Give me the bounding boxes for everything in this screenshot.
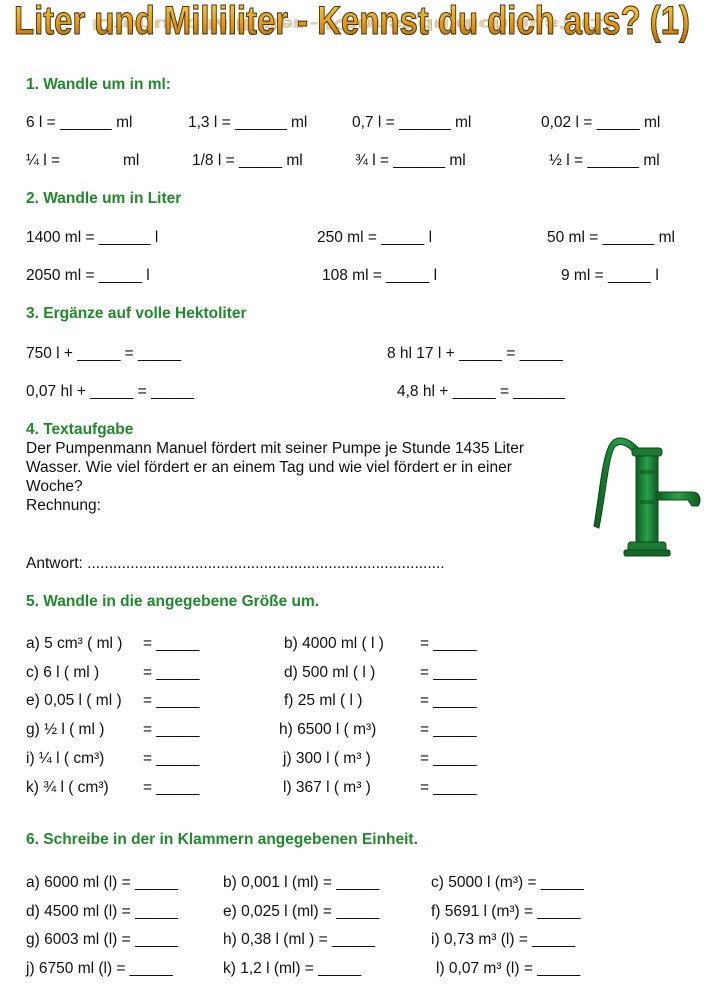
exercise-answer-blank: = _____ [143, 635, 200, 652]
exercise-item: 1,3 l = ______ ml [188, 114, 308, 131]
task-text-line: Der Pumpenmann Manuel fördert mit seiner Pumpe je Stunde 1435 Liter [26, 440, 524, 457]
exercise-item: l) 0,07 m³ (l) = _____ [436, 960, 581, 977]
exercise-question: e) 0,05 l ( ml ) [26, 692, 122, 709]
section-6-heading: 6. Schreibe in der in Klammern angegebenen Einheit. [26, 831, 418, 848]
antwort-line: Antwort: ................................................................................... [26, 555, 445, 572]
exercise-question: d) 500 ml ( l ) [284, 664, 376, 681]
page-title [0, 0, 704, 62]
exercise-item: 108 ml = _____ l [322, 267, 438, 284]
exercise-item: 0,7 l = ______ ml [352, 114, 472, 131]
exercise-answer-blank: = _____ [420, 692, 477, 709]
exercise-question: c) 6 l ( ml ) [26, 664, 100, 681]
exercise-item: 750 l + _____ = _____ [26, 345, 182, 362]
exercise-item: a) 6000 ml (l) = _____ [26, 874, 179, 891]
section-2-heading: 2. Wandle um in Liter [26, 190, 182, 207]
exercise-item: j) 6750 ml (l) = _____ [26, 960, 173, 977]
exercise-answer-blank: = _____ [143, 721, 200, 738]
section-5-heading: 5. Wandle in die angegebene Größe um. [26, 593, 320, 610]
exercise-item: 1400 ml = ______ l [26, 229, 159, 246]
exercise-item: 0,02 l = _____ ml [541, 114, 661, 131]
exercise-item: e) 0,025 l (ml) = _____ [223, 903, 380, 920]
task-text-line: Woche? [26, 478, 83, 495]
exercise-item: 2050 ml = _____ l [26, 267, 150, 284]
exercise-question: h) 6500 l ( m³) [279, 721, 377, 738]
exercise-item: ½ l = ______ ml [549, 152, 660, 169]
exercise-item: 50 ml = ______ ml [547, 229, 675, 246]
exercise-answer-blank: = _____ [143, 664, 200, 681]
exercise-unit: ml [123, 152, 140, 169]
exercise-item: h) 0,38 l (ml ) = _____ [223, 931, 376, 948]
exercise-item: c) 5000 l (m³) = _____ [431, 874, 584, 891]
exercise-item: f) 5691 l (m³) = _____ [431, 903, 581, 920]
title-reflection: Liter und Milliliter - Kennst du dich aus? (1) [91, 16, 612, 33]
exercise-item: 6 l = ______ ml [26, 114, 133, 131]
exercise-answer-blank: = _____ [143, 779, 200, 796]
exercise-answer-blank: = _____ [420, 750, 477, 767]
section-4-heading: 4. Textaufgabe [26, 421, 134, 438]
task-text-line: Wasser. Wie viel fördert er an einem Tag und wie viel fördert er in einer [26, 459, 512, 476]
exercise-item: 1/8 l = _____ ml [192, 152, 303, 169]
rechnung-label: Rechnung: [26, 497, 101, 514]
water-pump-illustration [588, 430, 704, 560]
exercise-item: 8 hl 17 l + _____ = _____ [387, 345, 563, 362]
exercise-question: k) ¾ l ( cm³) [26, 779, 109, 796]
title-text: Liter und Milliliter - Kennst du dich aus? (1) [14, 0, 690, 43]
exercise-item: 250 ml = _____ l [317, 229, 433, 246]
section-3-heading: 3. Ergänze auf volle Hektoliter [26, 305, 247, 322]
exercise-answer-blank: = _____ [420, 664, 477, 681]
exercise-question: l) 367 l ( m³ ) [283, 779, 371, 796]
exercise-item: ¼ l = [26, 152, 61, 169]
exercise-question: g) ½ l ( ml ) [26, 721, 105, 738]
exercise-item: ¾ l = ______ ml [355, 152, 466, 169]
exercise-answer-blank: = _____ [143, 692, 200, 709]
exercise-question: j) 300 l ( m³ ) [283, 750, 371, 767]
exercise-question: b) 4000 ml ( l ) [284, 635, 384, 652]
exercise-item: i) 0,73 m³ (l) = _____ [431, 931, 576, 948]
exercise-answer-blank: = _____ [420, 635, 477, 652]
exercise-answer-blank: = _____ [420, 779, 477, 796]
exercise-question: a) 5 cm³ ( ml ) [26, 635, 123, 652]
section-1-heading: 1. Wandle um in ml: [26, 76, 171, 93]
exercise-answer-blank: = _____ [420, 721, 477, 738]
exercise-answer-blank: = _____ [143, 750, 200, 767]
exercise-item: d) 4500 ml (l) = _____ [26, 903, 179, 920]
exercise-question: i) ¼ l ( cm³) [26, 750, 105, 767]
exercise-item: k) 1,2 l (ml) = _____ [223, 960, 362, 977]
exercise-item: 4,8 hl + _____ = ______ [397, 383, 566, 400]
exercise-item: 9 ml = _____ l [561, 267, 659, 284]
exercise-item: b) 0,001 l (ml) = _____ [223, 874, 380, 891]
exercise-item: 0,07 hl + _____ = _____ [26, 383, 195, 400]
exercise-question: f) 25 ml ( l ) [284, 692, 363, 709]
exercise-item: g) 6003 ml (l) = _____ [26, 931, 179, 948]
